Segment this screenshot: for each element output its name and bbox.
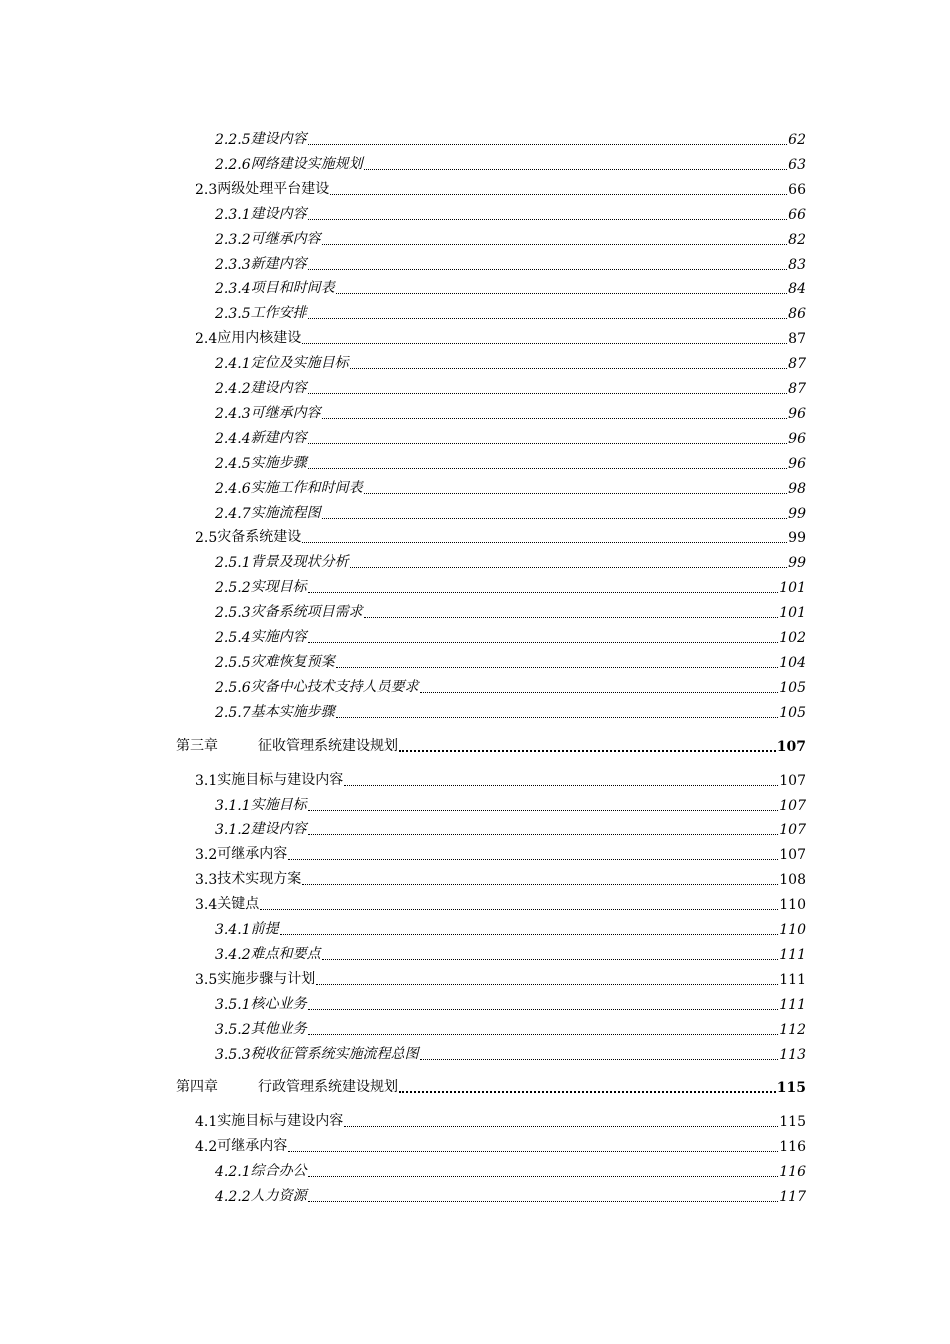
toc-entry-number: 2.5.2: [215, 580, 251, 597]
toc-entry[interactable]: [215, 375, 806, 397]
toc-entry-number: 2.3.1: [215, 206, 251, 223]
toc-entry-page-number: 107: [776, 738, 806, 755]
toc-entry-title: 难点和要点: [250, 945, 321, 962]
toc-entry-title: 建设内容: [250, 131, 307, 147]
toc-dot-leader: [420, 688, 779, 693]
toc-entry-page-number: 107: [779, 772, 806, 789]
toc-dot-leader: [308, 830, 779, 835]
toc-dot-leader: [322, 414, 788, 419]
toc-entry-page-number: 86: [788, 306, 806, 323]
toc-entry-title: 实施内容: [250, 629, 307, 645]
toc-entry-title: 灾备系统建设: [217, 529, 302, 546]
toc-entry-title: 两级处理平台建设: [217, 180, 330, 197]
toc-entry-title: 核心业务: [250, 995, 307, 1012]
toc-entry-number: 2.5: [195, 530, 218, 547]
toc-dot-leader: [420, 1055, 779, 1060]
toc-entry-title: 实施目标与建设内容: [217, 1113, 344, 1130]
toc-entry-number: 4.1: [195, 1114, 218, 1131]
toc-entry-title: 实施工作和时间表: [250, 479, 363, 496]
toc-entry-page-number: 96: [788, 430, 806, 447]
toc-entry-title: 建设内容: [250, 821, 307, 838]
toc-entry[interactable]: [215, 1158, 806, 1180]
toc-dot-leader: [308, 464, 788, 469]
toc-entry[interactable]: [215, 1183, 806, 1205]
toc-entry-title: 新建内容: [250, 429, 307, 446]
toc-entry-title: 灾备系统项目需求: [250, 604, 363, 621]
toc-entry[interactable]: [215, 649, 806, 671]
toc-entry-page-number: 99: [788, 555, 806, 572]
toc-entry-page-number: 108: [779, 872, 806, 889]
toc-entry[interactable]: [195, 841, 806, 863]
toc-entry[interactable]: [215, 574, 806, 596]
toc-dot-leader: [336, 713, 779, 718]
toc-dot-leader: [316, 980, 778, 985]
toc-entry[interactable]: [215, 941, 806, 963]
toc-entry-title: 背景及现状分析: [250, 554, 349, 571]
toc-entry-title: 行政管理系统建设规划: [258, 1079, 398, 1096]
toc-entry-page-number: 87: [788, 356, 806, 373]
toc-entry-number: 2.5.5: [215, 654, 251, 671]
toc-dot-leader: [308, 314, 788, 319]
toc-entry[interactable]: [215, 816, 806, 838]
toc-entry-number: 3.1.2: [215, 822, 251, 839]
toc-entry[interactable]: [215, 425, 806, 447]
toc-entry-page-number: 62: [788, 132, 806, 148]
toc-entry-title: 综合办公: [250, 1163, 307, 1180]
toc-entry-number: 2.2.6: [215, 156, 251, 173]
toc-entry-number: 2.5.3: [215, 605, 251, 622]
toc-entry[interactable]: [215, 300, 806, 322]
toc-entry-title: 可继承内容: [250, 230, 321, 247]
toc-entry-page-number: 96: [788, 455, 806, 472]
toc-dot-leader: [308, 1030, 779, 1035]
toc-entry-number: 2.3.3: [215, 256, 251, 273]
toc-entry-number: 2.4.1: [215, 356, 251, 373]
toc-entry[interactable]: [215, 699, 806, 721]
toc-entry-title: 项目和时间表: [250, 280, 335, 297]
toc-entry-page-number: 101: [779, 580, 806, 597]
toc-dot-leader: [308, 389, 788, 394]
toc-entry-page-number: 83: [788, 256, 806, 273]
toc-entry-title: 灾难恢复预案: [250, 653, 335, 670]
toc-entry-title: 可继承内容: [217, 1138, 288, 1155]
toc-dot-leader: [399, 746, 776, 752]
toc-entry-page-number: 104: [779, 654, 806, 671]
toc-entry-number: 3.5.2: [215, 1021, 251, 1038]
toc-entry-page-number: 96: [788, 405, 806, 422]
toc-entry[interactable]: [215, 201, 806, 223]
toc-dot-leader: [330, 190, 787, 195]
toc-entry-page-number: 98: [788, 480, 806, 497]
toc-entry-number: 2.4.5: [215, 455, 251, 472]
toc-chapter-entry[interactable]: [176, 1074, 806, 1096]
toc-entry-number: 第四章: [176, 1079, 218, 1096]
toc-entry-title: 实施步骤: [250, 454, 307, 471]
toc-entry[interactable]: [215, 549, 806, 571]
toc-entry[interactable]: [195, 767, 806, 789]
toc-entry-page-number: 102: [779, 630, 806, 646]
toc-entry-title: 其他业务: [250, 1020, 307, 1037]
toc-entry-number: 3.5.1: [215, 996, 251, 1013]
toc-entry[interactable]: [215, 991, 806, 1013]
toc-entry-page-number: 99: [788, 505, 806, 522]
toc-entry[interactable]: [195, 524, 806, 546]
toc-entry[interactable]: [215, 599, 806, 621]
toc-entry[interactable]: [215, 126, 806, 148]
toc-entry[interactable]: [195, 176, 806, 198]
toc-entry-title: 实现目标: [250, 579, 307, 596]
toc-entry-number: 2.4.3: [215, 405, 251, 422]
toc-entry-number: 2.2.5: [215, 132, 251, 148]
toc-entry[interactable]: [215, 151, 806, 173]
toc-entry-title: 实施步骤与计划: [217, 970, 316, 987]
toc-entry-page-number: 112: [779, 1021, 806, 1038]
toc-dot-leader: [308, 1172, 779, 1177]
toc-entry-number: 4.2: [195, 1139, 218, 1156]
toc-entry-page-number: 105: [779, 704, 806, 721]
toc-entry-number: 2.5.6: [215, 679, 251, 696]
toc-entry-number: 2.3.2: [215, 231, 251, 248]
toc-entry-number: 2.4.6: [215, 480, 251, 497]
toc-entry-title: 可继承内容: [217, 846, 288, 863]
toc-entry-page-number: 110: [779, 922, 806, 938]
toc-dot-leader: [302, 538, 787, 543]
toc-entry-title: 征收管理系统建设规划: [258, 737, 398, 754]
toc-entry-title: 应用内核建设: [217, 330, 302, 347]
toc-entry-page-number: 107: [779, 797, 806, 814]
toc-entry[interactable]: [195, 1133, 806, 1155]
toc-dot-leader: [364, 613, 779, 618]
toc-entry-title: 前提: [250, 921, 279, 937]
toc-entry-page-number: 116: [779, 1164, 806, 1181]
toc-dot-leader: [260, 905, 778, 910]
toc-dot-leader: [302, 339, 787, 344]
toc-entry-page-number: 110: [779, 897, 806, 914]
toc-entry-title: 建设内容: [250, 380, 307, 396]
toc-dot-leader: [308, 215, 788, 220]
toc-entry-title: 实施流程图: [250, 504, 321, 521]
toc-dot-leader: [322, 240, 788, 245]
toc-entry[interactable]: [195, 325, 806, 347]
toc-entry-title: 实施目标与建设内容: [217, 771, 344, 788]
toc-entry-page-number: 115: [779, 1114, 806, 1131]
toc-dot-leader: [308, 439, 788, 444]
toc-entry[interactable]: [195, 966, 806, 988]
toc-dot-leader: [322, 514, 788, 519]
toc-entry-page-number: 111: [779, 946, 806, 963]
toc-entry-page-number: 66: [788, 181, 806, 198]
toc-chapter-entry[interactable]: [176, 733, 806, 755]
toc-entry-title: 人力资源: [250, 1188, 307, 1205]
toc-entry-number: 2.4: [195, 331, 218, 348]
toc-dot-leader: [308, 140, 788, 145]
toc-entry-number: 2.3.5: [215, 306, 251, 323]
toc-entry[interactable]: [195, 891, 806, 913]
toc-entry-number: 2.4.4: [215, 430, 251, 447]
toc-entry-title: 技术实现方案: [217, 871, 302, 888]
toc-entry-number: 3.3: [195, 872, 218, 889]
toc-dot-leader: [308, 1005, 779, 1010]
toc-dot-leader: [308, 806, 779, 811]
toc-entry-page-number: 87: [788, 331, 806, 348]
toc-entry[interactable]: [215, 674, 806, 696]
toc-entry[interactable]: [215, 350, 806, 372]
toc-entry-number: 4.2.2: [215, 1189, 251, 1206]
toc-dot-leader: [350, 563, 788, 568]
toc-entry-page-number: 107: [779, 822, 806, 839]
toc-entry[interactable]: [215, 475, 806, 497]
toc-entry-page-number: 66: [788, 206, 806, 223]
toc-entry-number: 3.4.1: [215, 922, 251, 938]
toc-dot-leader: [399, 1087, 776, 1093]
toc-entry-page-number: 115: [776, 1080, 806, 1097]
toc-entry-number: 3.1: [195, 772, 218, 789]
toc-dot-leader: [308, 265, 788, 270]
toc-dot-leader: [344, 781, 778, 786]
toc-entry-title: 网络建设实施规划: [250, 155, 363, 172]
toc-entry[interactable]: [215, 275, 806, 297]
toc-entry[interactable]: [215, 251, 806, 273]
toc-entry-title: 定位及实施目标: [250, 355, 349, 372]
toc-dot-leader: [350, 364, 788, 369]
toc-entry-page-number: 84: [788, 281, 806, 298]
toc-dot-leader: [364, 165, 788, 170]
toc-entry-number: 2.5.7: [215, 704, 251, 721]
toc-entry-number: 2.4.2: [215, 381, 251, 397]
toc-entry-number: 2.5.1: [215, 555, 251, 572]
toc-entry-number: 第三章: [176, 737, 218, 754]
toc-dot-leader: [308, 1197, 779, 1202]
toc-entry-number: 2.4.7: [215, 505, 251, 522]
toc-entry[interactable]: [215, 1041, 806, 1063]
toc-entry-number: 3.5: [195, 971, 218, 988]
toc-entry-title: 新建内容: [250, 255, 307, 272]
toc-entry-page-number: 87: [788, 381, 806, 397]
toc-entry-page-number: 82: [788, 231, 806, 248]
toc-entry-title: 建设内容: [250, 205, 307, 222]
toc-entry-page-number: 113: [779, 1046, 806, 1063]
toc-entry[interactable]: [215, 792, 806, 814]
toc-entry-title: 关键点: [217, 896, 260, 913]
toc-dot-leader: [308, 638, 779, 643]
toc-dot-leader: [336, 663, 779, 668]
toc-entry-title: 基本实施步骤: [250, 703, 335, 720]
toc-entry-number: 3.4.2: [215, 946, 251, 963]
toc-entry-title: 税收征管系统实施流程总图: [250, 1045, 419, 1062]
toc-entry-page-number: 63: [788, 156, 806, 173]
toc-entry[interactable]: [215, 916, 806, 938]
toc-entry-title: 可继承内容: [250, 404, 321, 421]
toc-entry[interactable]: [215, 400, 806, 422]
toc-entry-number: 2.3.4: [215, 281, 251, 298]
toc-entry-page-number: 105: [779, 679, 806, 696]
toc-dot-leader: [344, 1122, 778, 1127]
toc-entry-page-number: 116: [779, 1139, 806, 1156]
toc-entry-page-number: 101: [779, 605, 806, 622]
toc-entry-title: 灾备中心技术支持人员要求: [250, 678, 419, 695]
toc-entry[interactable]: [195, 866, 806, 888]
toc-entry-number: 2.5.4: [215, 630, 251, 646]
toc-entry[interactable]: [215, 1016, 806, 1038]
toc-entry-page-number: 107: [779, 847, 806, 864]
toc-dot-leader: [302, 880, 778, 885]
toc-dot-leader: [364, 489, 788, 494]
toc-entry-page-number: 99: [788, 530, 806, 547]
toc-entry-number: 3.4: [195, 897, 218, 914]
toc-entry-number: 3.2: [195, 847, 218, 864]
toc-entry-page-number: 111: [779, 971, 806, 988]
toc-dot-leader: [308, 588, 779, 593]
toc-entry[interactable]: [215, 450, 806, 472]
toc-entry-number: 2.3: [195, 181, 218, 198]
toc-entry[interactable]: [195, 1108, 806, 1130]
toc-dot-leader: [288, 1147, 778, 1152]
toc-entry-number: 4.2.1: [215, 1164, 251, 1181]
toc-entry-page-number: 111: [779, 996, 806, 1013]
toc-dot-leader: [322, 955, 779, 960]
toc-entry[interactable]: [215, 226, 806, 248]
toc-entry[interactable]: [215, 500, 806, 522]
toc-entry-number: 3.1.1: [215, 797, 251, 814]
toc-dot-leader: [288, 855, 778, 860]
toc-entry-title: 工作安排: [250, 305, 307, 322]
toc-dot-leader: [280, 930, 779, 935]
toc-entry-title: 实施目标: [250, 796, 307, 813]
toc-entry[interactable]: [215, 624, 806, 646]
toc-entry-page-number: 117: [779, 1189, 806, 1206]
toc-dot-leader: [336, 289, 788, 294]
toc-entry-number: 3.5.3: [215, 1046, 251, 1063]
